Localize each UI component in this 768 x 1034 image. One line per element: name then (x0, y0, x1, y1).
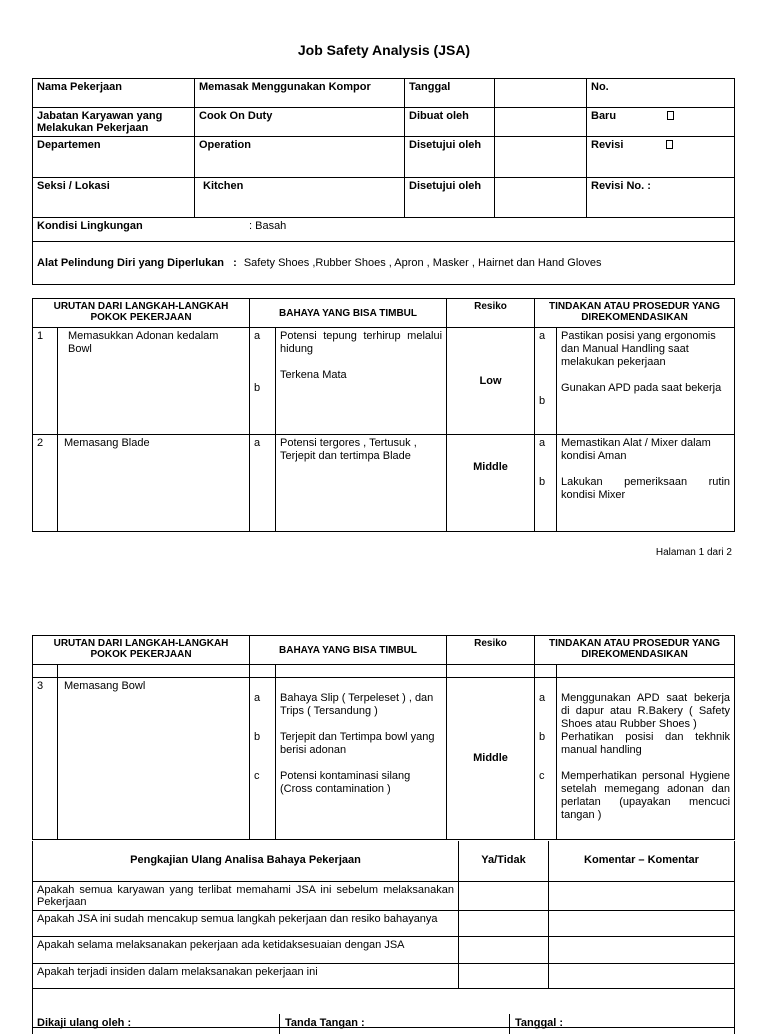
action-letter: b (539, 476, 546, 488)
baru-checkbox-icon[interactable] (667, 111, 674, 120)
disetujui2-value[interactable] (495, 178, 587, 218)
disetujui-label: Disetujui oleh (405, 137, 495, 178)
hazard-texts (276, 678, 447, 840)
kondisi-row (33, 218, 735, 242)
action-letters (535, 328, 557, 435)
baru-label: Baru (591, 110, 617, 122)
action-text: Pastikan posisi yang ergonomis dan Manual Handling saat melakukan pekerjaan (561, 330, 716, 368)
seksi-label: Seksi / Lokasi (33, 178, 195, 218)
action-texts (557, 435, 735, 532)
document-title: Job Safety Analysis (JSA) (297, 42, 471, 58)
action-text: Memastikan Alat / Mixer dalam kondisi Aman (561, 437, 711, 462)
action-letter: a (539, 330, 546, 342)
jsa-steps-table-page2 (32, 635, 735, 840)
action-text: Perhatikan posisi dan tekhnik manual handling (561, 731, 731, 756)
review-answer[interactable] (459, 881, 549, 910)
revisi-checkbox-icon[interactable] (666, 140, 673, 149)
table-row (33, 678, 735, 840)
tanda-tangan-label: Tanda Tangan : (285, 1017, 365, 1029)
hazard-texts (276, 328, 447, 435)
tanggal-sign-label: Tanggal : (515, 1017, 564, 1029)
departemen-value: Operation (195, 137, 405, 178)
review-question: Apakah terjadi insiden dalam melaksanakan pekerjaan ini (33, 963, 459, 988)
hazard-text: Terjepit dan Tertimpa bowl yang berisi adonan (280, 731, 435, 756)
jsa-steps-table-page1 (32, 298, 735, 532)
risk-level: Low (447, 328, 535, 435)
table-row (33, 963, 735, 988)
action-text: Memperhatikan personal Hygiene setelah memegang adonan dan perlatan (upayakan mencuci tangan ) (561, 770, 731, 821)
review-comment[interactable] (549, 881, 735, 910)
action-letter: a (539, 692, 546, 704)
nama-pekerjaan-label: Nama Pekerjaan (33, 79, 195, 108)
divider (509, 1014, 510, 1034)
hazard-letters (250, 435, 276, 532)
dibuat-label: Dibuat oleh (405, 108, 495, 137)
action-letter: b (539, 395, 546, 407)
review-question: Apakah selama melaksanakan pekerjaan ada ketidaksesuaian dengan JSA (33, 936, 459, 963)
header-urutan: URUTAN DARI LANGKAH-LANGKAH POKOK PEKERJAAN (33, 636, 250, 665)
apd-colon: : (233, 256, 237, 269)
review-question: Apakah JSA ini sudah mencakup semua langkah pekerjaan dan resiko bahayanya (33, 910, 459, 936)
table-row (33, 881, 735, 910)
seksi-value: Kitchen (195, 178, 405, 218)
table-row (33, 936, 735, 963)
step-description: Memasukkan Adonan kedalam Bowl (58, 328, 250, 435)
jsa-info-table (32, 78, 735, 285)
header-resiko: Resiko (447, 636, 535, 665)
hazard-text: Bahaya Slip ( Terpeleset ) , dan Trips ( Tersandung ) (280, 692, 434, 717)
hazard-text: Potensi kontaminasi silang (Cross contamination ) (280, 770, 411, 795)
revisi-no-label: Revisi No. : (587, 178, 735, 218)
table-row (33, 435, 735, 532)
risk-level: Middle (447, 678, 535, 840)
action-letters (535, 678, 557, 840)
jabatan-value: Cook On Duty (195, 108, 405, 137)
action-texts (557, 328, 735, 435)
kondisi-value: : Basah (249, 220, 287, 232)
hazard-text: Potensi tergores , Tertusuk , Terjepit dan tertimpa Blade (280, 437, 417, 462)
review-question: Apakah semua karyawan yang terlibat memahami JSA ini sebelum melaksanakan Pekerjaan (33, 881, 459, 910)
step-number: 1 (33, 328, 58, 435)
step-number: 3 (33, 678, 58, 840)
review-answer[interactable] (459, 910, 549, 936)
step-number: 2 (33, 435, 58, 532)
hazard-letter: a (254, 330, 261, 342)
hazard-texts (276, 435, 447, 532)
table-row (33, 910, 735, 936)
kondisi-label: Kondisi Lingkungan (37, 220, 143, 232)
nama-pekerjaan-value: Memasak Menggunakan Kompor (195, 79, 405, 108)
no-label: No. (587, 79, 735, 108)
dikaji-label: Dikaji ulang oleh : (37, 1017, 132, 1029)
review-answer[interactable] (459, 963, 549, 988)
departemen-label: Departemen (33, 137, 195, 178)
action-letter: a (539, 437, 546, 449)
hazard-letter: c (254, 770, 260, 782)
step-description: Memasang Blade (58, 435, 250, 532)
jsa-review-table (32, 841, 735, 1028)
header-bahaya: BAHAYA YANG BISA TIMBUL (250, 636, 447, 665)
review-answer[interactable] (459, 936, 549, 963)
disetujui2-label: Disetujui oleh (405, 178, 495, 218)
action-letter: b (539, 731, 546, 743)
hazard-text: Potensi tepung terhirup melalui hidung (280, 330, 443, 355)
review-yatidak-header: Ya/Tidak (459, 841, 549, 881)
divider (279, 1014, 280, 1034)
header-tindakan: TINDAKAN ATAU PROSEDUR YANG DIREKOMENDASIKAN (535, 636, 735, 665)
action-text: Lakukan pemeriksaan rutin kondisi Mixer (561, 476, 731, 501)
review-heading: Pengkajian Ulang Analisa Bahaya Pekerjaan (33, 841, 459, 881)
apd-label: Alat Pelindung Diri yang Diperlukan (37, 256, 225, 269)
review-comment[interactable] (549, 910, 735, 936)
tanggal-label: Tanggal (405, 79, 495, 108)
action-letter: c (539, 770, 545, 782)
page-number: Halaman 1 dari 2 (655, 547, 732, 558)
hazard-letter: b (254, 731, 261, 743)
hazard-letters (250, 328, 276, 435)
review-komentar-header: Komentar – Komentar (549, 841, 735, 881)
baru-cell (587, 108, 735, 137)
action-letters (535, 435, 557, 532)
action-text: Menggunakan APD saat bekerja di dapur atau R.Bakery ( Safety Shoes atau Rubber Shoes ) (561, 692, 731, 730)
signature-row (32, 1014, 735, 1034)
apd-value: Safety Shoes ,Rubber Shoes , Apron , Masker , Hairnet dan Hand Gloves (243, 256, 602, 269)
dibuat-value[interactable] (495, 108, 587, 137)
hazard-letter: a (254, 692, 261, 704)
table-row (33, 328, 735, 435)
header-tindakan: TINDAKAN ATAU PROSEDUR YANG DIREKOMENDASIKAN (535, 299, 735, 328)
action-text: Gunakan APD pada saat bekerja (561, 382, 722, 394)
jabatan-label: Jabatan Karyawan yang Melakukan Pekerjaan (33, 108, 195, 137)
review-comment[interactable] (549, 936, 735, 963)
hazard-text: Terkena Mata (280, 369, 347, 381)
review-comment[interactable] (549, 963, 735, 988)
risk-level: Middle (447, 435, 535, 532)
hazard-letter: a (254, 437, 261, 449)
header-bahaya: BAHAYA YANG BISA TIMBUL (250, 299, 447, 328)
disetujui-value[interactable] (495, 137, 587, 178)
action-texts (557, 678, 735, 840)
tanggal-value[interactable] (495, 79, 587, 108)
hazard-letter: b (254, 382, 261, 394)
revisi-cell (587, 137, 735, 178)
apd-row (33, 242, 735, 285)
revisi-label: Revisi (591, 139, 624, 151)
header-urutan: URUTAN DARI LANGKAH-LANGKAH POKOK PEKERJAAN (33, 299, 250, 328)
header-resiko: Resiko (447, 299, 535, 328)
step-description: Memasang Bowl (58, 678, 250, 840)
hazard-letters (250, 678, 276, 840)
